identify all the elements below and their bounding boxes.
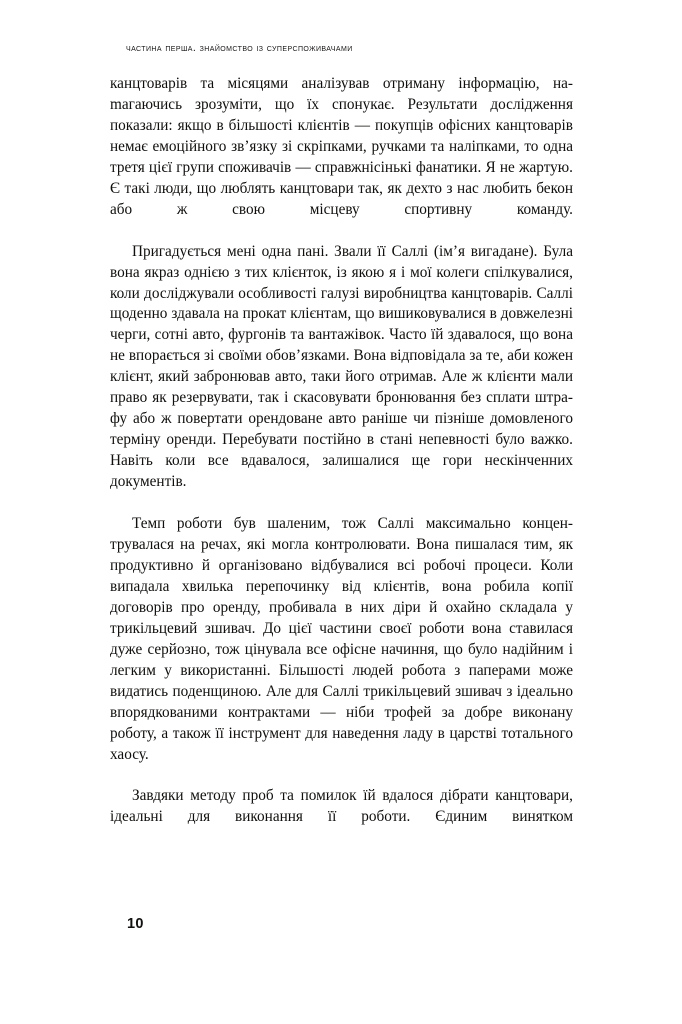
paragraph: Темп роботи був шаленим, тож Саллі максимально концентрувалася на речах, які могла контролювати. Вона пишалася тим, як продуктивно й організовано відбувалися всі робочі процеси. Коли випадала хвилька перепочинку від клієнтів, вона робила копії договорів про оренду, пробивала в них діри й охайно складала у трикільцевий зшивач. До цієї частини своєї роботи вона ставилася дуже серйозно, тож цінувала все офісне начиння, що було надійним і легким у використанні. Більшості людей робота з паперами може видатись поденщиною. Але для Саллі трикільцевий зшивач з ідеально впорядкованими контрактами — ніби трофей за добре виконану роботу, а також її інструмент для наведення ладу в царстві тотального хаосу. bbox=[110, 515, 573, 763]
paragraph: Завдяки методу проб та помилок їй вдалося дібрати канцтовари, ідеальні для виконання її роботи. Єдиним винятком bbox=[110, 787, 573, 826]
running-header: частина перша. знайомство із суперспоживачами bbox=[126, 42, 353, 54]
paragraph: Пригадується мені одна пані. Звали її Саллі (ім’я вигадане). Була вона якраз однією з тих клієнток, із якою я і мої колеги спілкувалися, коли досліджували особливості галузі виробництва канцтоварів. Саллі щоденно здавала на прокат клієнтам, що вишиковувалися в довжелезні черги, сотні авто, фургонів та вантажівок. Часто їй здавалося, що вона не впорається зі своїми обов’язками. Вона відповідала за те, аби кожен клієнт, який забронював авто, таки його отримав. Але ж клієнти мали право як резервувати, так і скасовувати бронювання без сплати штрафу або ж повертати орендоване авто раніше чи пізніше домовленого терміну оренди. Перебувати постійно в стані непевності було важко. Навіть коли все вдавалося, залишалися ще гори нескінченних документів. bbox=[110, 242, 573, 491]
page-number: 10 bbox=[127, 916, 144, 932]
paragraph: канцтоварів та місяцями аналізував отриману інформацію, наmагаючись зрозуміти, що їх спонукає. Результати дослідження показали: якщо в більшості клієнтів — покупців офісних канцтоварів немає емоційного зв’язку зі скріпками, ручками та наліпками, то одна третя цієї групи споживачів — справжнісінькі фанатики. Я не жартую. Є такі люди, що люблять канцтовари так, як дехто з нас любить бекон або ж свою місцеву спортивну команду. bbox=[110, 75, 573, 218]
body-text-column bbox=[110, 74, 573, 849]
